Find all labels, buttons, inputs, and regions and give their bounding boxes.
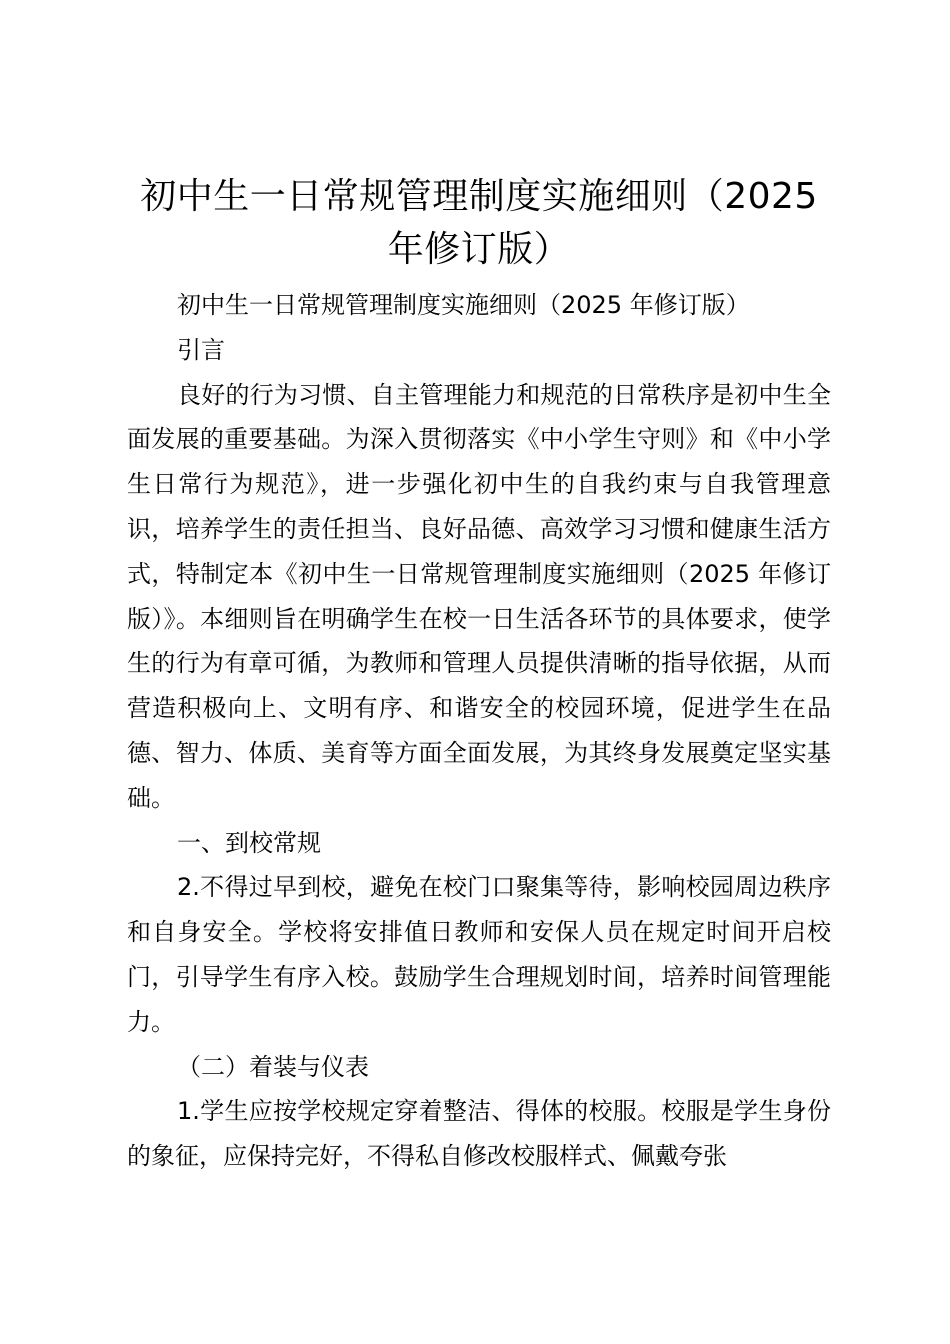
introduction-paragraph: 良好的行为习惯、自主管理能力和规范的日常秩序是初中生全面发展的重要基础。为深入贯彻落实《中小学生守则》和《中小学生日常行为规范》，进一步强化初中生的自我约束与自我管理意识，培养学生的责任担当、良好品德、高效学习习惯和健康生活方式，特制定本《初中生一日常规管理制度实施细则（2025 年修订版）》。本细则旨在明确学生在校一日生活各环节的具体要求，使学生的行为有章可循，为教师和管理人员提供清晰的指导依据，从而营造积极向上、文明有序、和谐安全的校园环境，促进学生在品德、智力、体质、美育等方面全面发展，为其终身发展奠定坚实基础。	[127, 380, 831, 812]
section-heading-introduction: 引言	[177, 335, 225, 364]
section-heading-dress: （二）着装与仪表	[177, 1052, 369, 1081]
document-page	[127, 170, 831, 1179]
document-title: 初中生一日常规管理制度实施细则（2025 年修订版）	[140, 176, 818, 270]
dress-rule-paragraph: 1.学生应按学校规定穿着整洁、得体的校服。校服是学生身份的象征，应保持完好，不得私自修改校服样式、佩戴夸张	[127, 1097, 831, 1171]
subtitle-paragraph: 初中生一日常规管理制度实施细则（2025 年修订版）	[177, 291, 750, 319]
section-heading-arrival: 一、到校常规	[177, 828, 321, 857]
document-body	[127, 283, 831, 1179]
arrival-rule-paragraph: 2.不得过早到校，避免在校门口聚集等待，影响校园周边秩序和自身安全。学校将安排值日教师和安保人员在规定时间开启校门，引导学生有序入校。鼓励学生合理规划时间，培养时间管理能力。	[127, 873, 831, 1036]
